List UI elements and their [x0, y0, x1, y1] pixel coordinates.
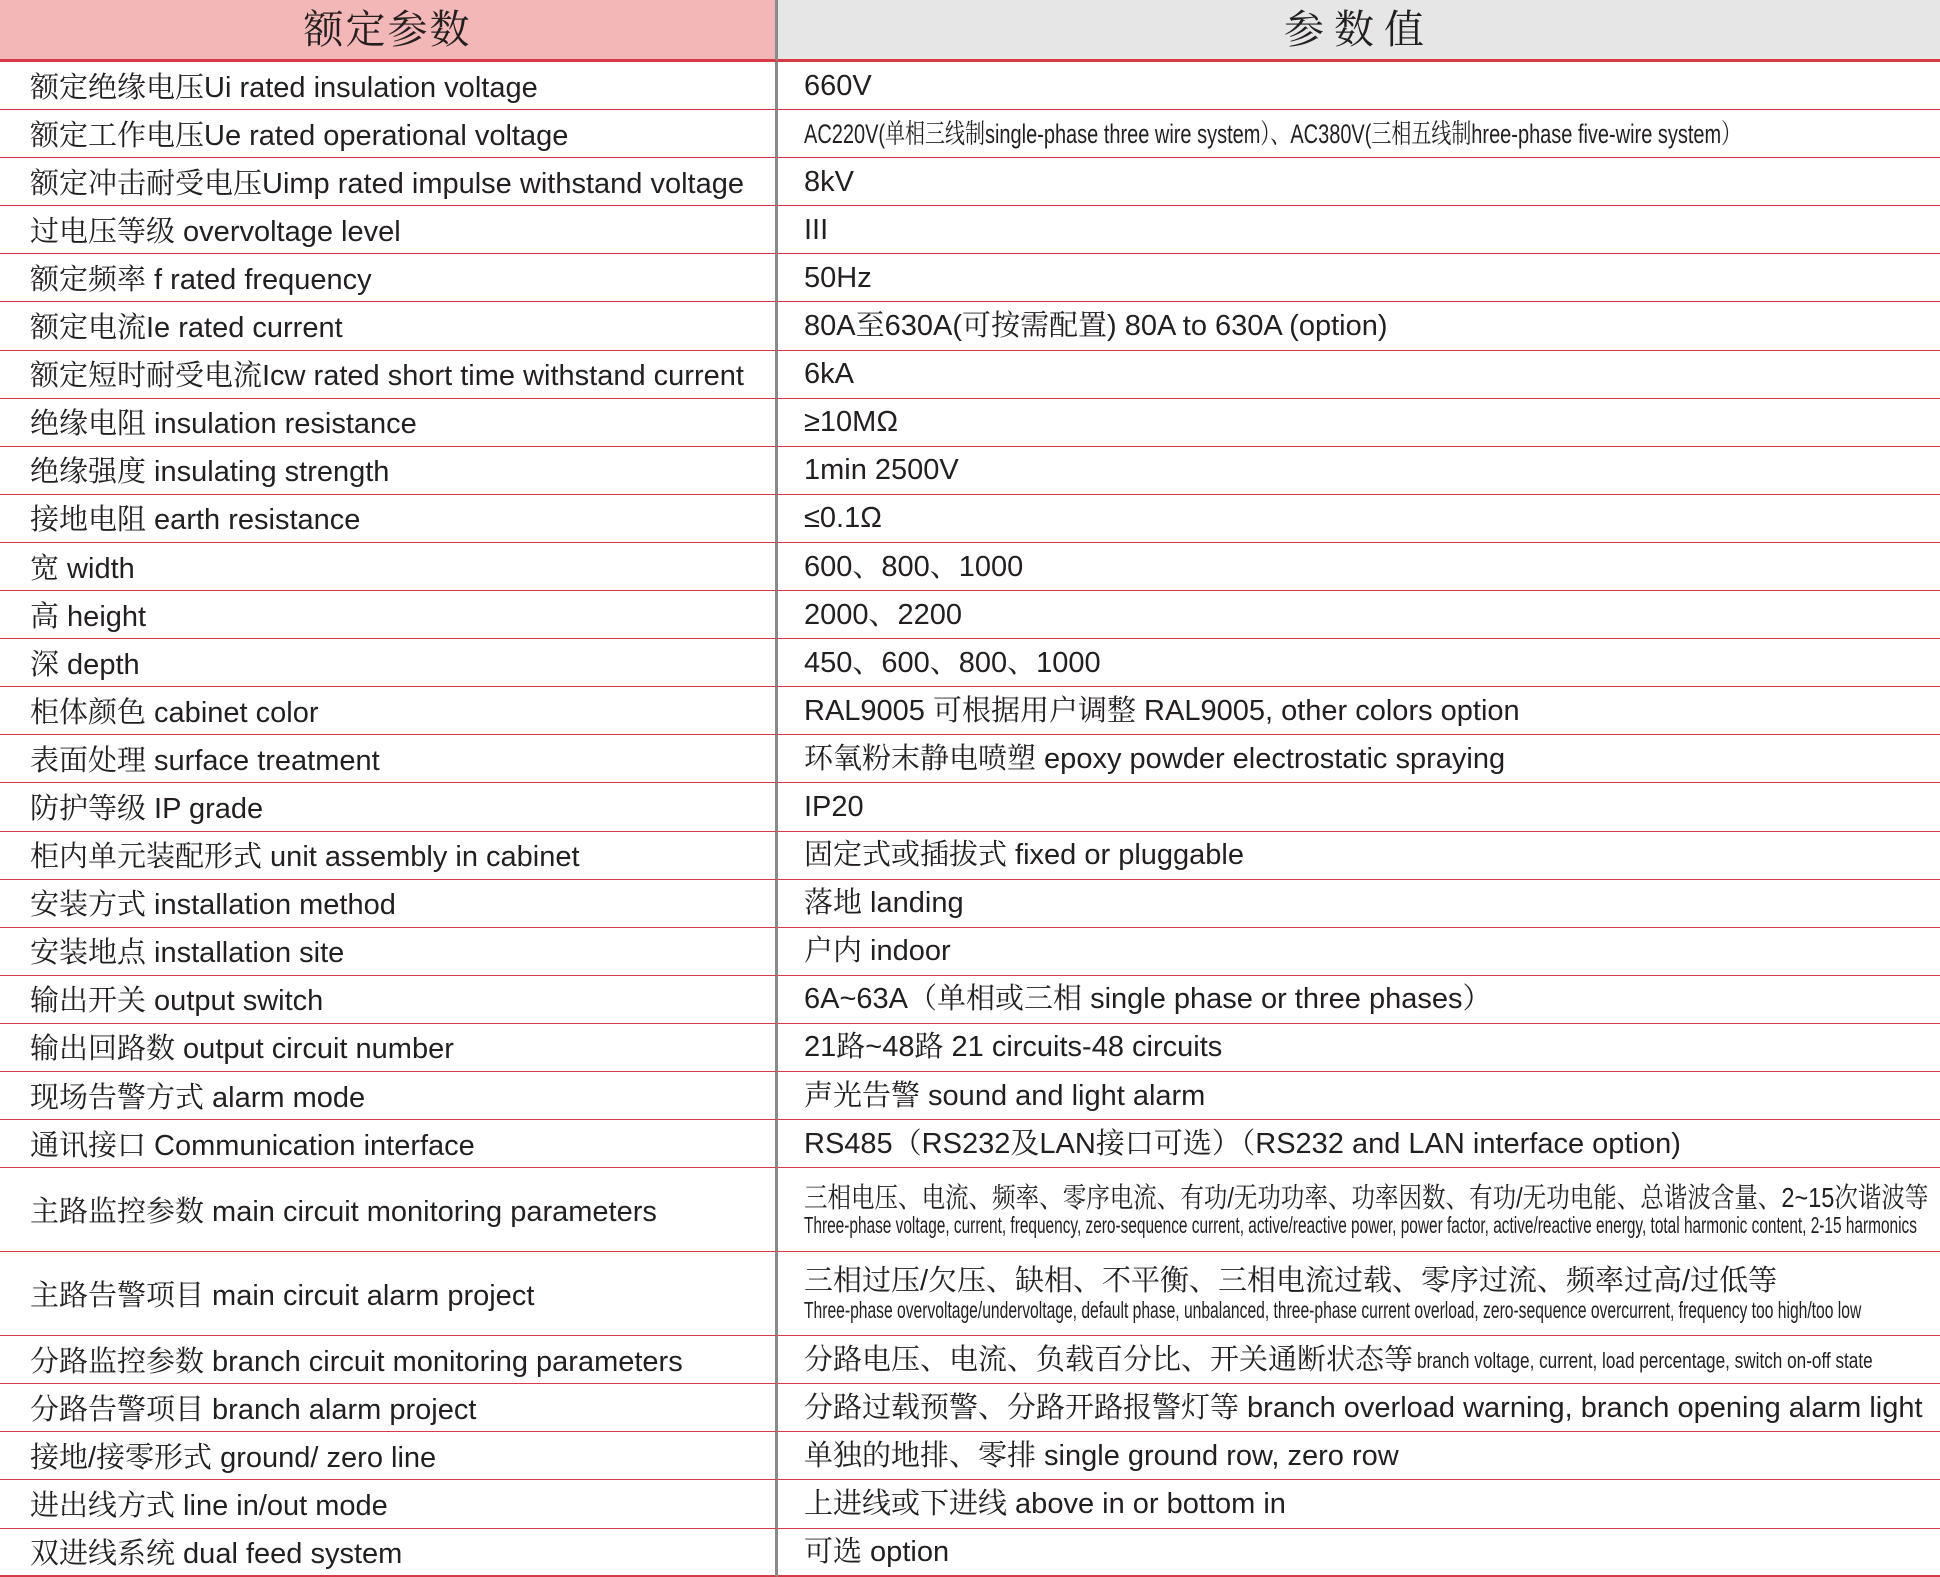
value-cell: 1min 2500V [778, 447, 1940, 495]
param-cell: 柜内单元装配形式 unit assembly in cabinet [0, 832, 778, 880]
param-cell: 进出线方式 line in/out mode [0, 1480, 778, 1528]
param-cell: 通讯接口 Communication interface [0, 1120, 778, 1168]
value-cell: 80A至630A(可按需配置) 80A to 630A (option) [778, 302, 1940, 350]
param-cell: 额定绝缘电压Ui rated insulation voltage [0, 62, 778, 110]
value-cell: 分路过载预警、分路开路报警灯等 branch overload warning, branch opening alarm light [778, 1384, 1940, 1432]
param-cell: 安装地点 installation site [0, 928, 778, 976]
value-cell: 固定式或插拔式 fixed or pluggable [778, 832, 1940, 880]
value-cell: III [778, 206, 1940, 254]
param-cell: 高 height [0, 591, 778, 639]
param-cell: 额定频率 f rated frequency [0, 254, 778, 302]
value-cell: 450、600、800、1000 [778, 639, 1940, 687]
param-cell: 绝缘强度 insulating strength [0, 447, 778, 495]
value-text: 三相电压、电流、频率、零序电流、有功/无功功率、功率因数、有功/无功电能、总谐波含量、2~15次谐波等 [804, 1181, 1929, 1213]
param-cell: 主路告警项目 main circuit alarm project [0, 1252, 778, 1336]
value-cell: ≥10MΩ [778, 399, 1940, 447]
value-text-en: Three-phase voltage, current, frequency, zero-sequence current, active/reactive power, power factor, active/reactive energy, total harmonic content, 2-15 harmonics [804, 1212, 1917, 1239]
value-cell [778, 110, 1940, 158]
value-cell: 600、800、1000 [778, 543, 1940, 591]
value-cell: 上进线或下进线 above in or bottom in [778, 1480, 1940, 1528]
header-param: 额定参数 [0, 0, 778, 62]
value-cell [778, 1252, 1940, 1336]
param-cell: 输出开关 output switch [0, 976, 778, 1024]
param-cell: 安装方式 installation method [0, 880, 778, 928]
value-text: AC220V(单相三线制single-phase three wire system）、AC380V(三相五线制hree-phase five-wire system） [804, 118, 1742, 149]
value-cell: 可选 option [778, 1529, 1940, 1577]
value-cell: 660V [778, 62, 1940, 110]
param-cell: 额定短时耐受电流Icw rated short time withstand current [0, 351, 778, 399]
param-cell: 额定工作电压Ue rated operational voltage [0, 110, 778, 158]
param-cell: 现场告警方式 alarm mode [0, 1072, 778, 1120]
value-cell: 环氧粉末静电喷塑 epoxy powder electrostatic spraying [778, 735, 1940, 783]
param-cell: 表面处理 surface treatment [0, 735, 778, 783]
param-cell: 额定电流Ie rated current [0, 302, 778, 350]
value-cell: RS485（RS232及LAN接口可选）（RS232 and LAN interface option) [778, 1120, 1940, 1168]
value-cell: ≤0.1Ω [778, 495, 1940, 543]
value-cell: 单独的地排、零排 single ground row, zero row [778, 1432, 1940, 1480]
param-cell: 输出回路数 output circuit number [0, 1024, 778, 1072]
value-cell: 户内 indoor [778, 928, 1940, 976]
param-cell: 深 depth [0, 639, 778, 687]
value-cell: 6kA [778, 351, 1940, 399]
param-cell: 双进线系统 dual feed system [0, 1529, 778, 1577]
param-cell: 额定冲击耐受电压Uimp rated impulse withstand voltage [0, 158, 778, 206]
header-value: 参数值 [778, 0, 1940, 62]
param-cell: 接地电阻 earth resistance [0, 495, 778, 543]
param-cell: 柜体颜色 cabinet color [0, 687, 778, 735]
value-text-en: Three-phase overvoltage/undervoltage, default phase, unbalanced, three-phase current overload, zero-sequence overcurrent, frequency too high/too low [804, 1296, 1862, 1323]
param-cell: 分路监控参数 branch circuit monitoring parameters [0, 1336, 778, 1384]
value-cell: 50Hz [778, 254, 1940, 302]
param-cell: 绝缘电阻 insulation resistance [0, 399, 778, 447]
value-cell: 6A~63A（单相或三相 single phase or three phases） [778, 976, 1940, 1024]
value-cell: 8kV [778, 158, 1940, 206]
value-note: branch voltage, current, load percentage, switch on-off state [1417, 1347, 1873, 1373]
value-cell [778, 1168, 1940, 1252]
value-cell [778, 1336, 1940, 1384]
param-cell: 过电压等级 overvoltage level [0, 206, 778, 254]
param-cell: 防护等级 IP grade [0, 783, 778, 831]
value-text: 三相过压/欠压、缺相、不平衡、三相电流过载、零序过流、频率过高/过低等 [804, 1265, 1778, 1298]
value-cell: 21路~48路 21 circuits-48 circuits [778, 1024, 1940, 1072]
value-cell: 落地 landing [778, 880, 1940, 928]
value-text: 分路电压、电流、负载百分比、开关通断状态等 [804, 1343, 1414, 1376]
param-cell: 主路监控参数 main circuit monitoring parameters [0, 1168, 778, 1252]
value-cell: RAL9005 可根据用户调整 RAL9005, other colors option [778, 687, 1940, 735]
value-cell: IP20 [778, 783, 1940, 831]
value-cell: 2000、2200 [778, 591, 1940, 639]
value-cell: 声光告警 sound and light alarm [778, 1072, 1940, 1120]
param-cell: 分路告警项目 branch alarm project [0, 1384, 778, 1432]
param-cell: 接地/接零形式 ground/ zero line [0, 1432, 778, 1480]
param-cell: 宽 width [0, 543, 778, 591]
